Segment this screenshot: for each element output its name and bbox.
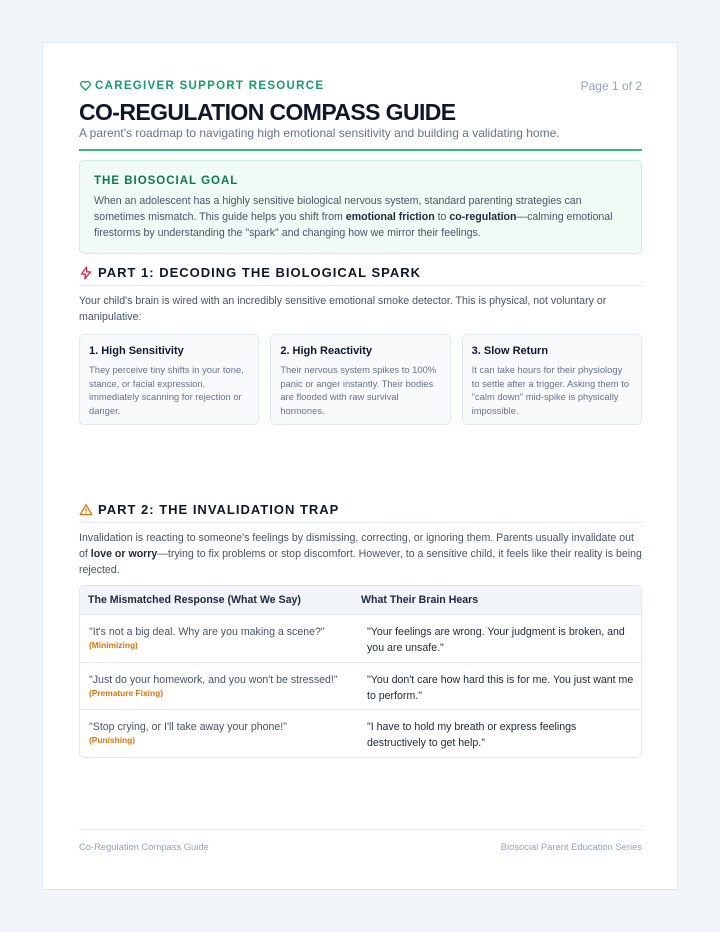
card-text: It can take hours for their physiology to settle after a trigger. Asking them to "calm down" mid-spike is physically impossible. [471,364,630,416]
goal-callout [79,160,642,254]
heart-icon [79,79,92,92]
goal-text [94,193,627,241]
page-number: Page 1 of 2 [580,79,642,93]
part2-intro [79,530,642,578]
page-title: CO-REGULATION COMPASS GUIDE [79,99,456,125]
footer-title: Co-Regulation Compass Guide [79,841,209,852]
column-header-say: The Mismatched Response (What We Say) [88,594,301,606]
part1-title: PART 1: DECODING THE BIOLOGICAL SPARK [98,265,422,280]
invalidation-table [79,585,642,758]
goal-title: THE BIOSOCIAL GOAL [94,175,239,187]
part2-heading [79,502,642,517]
spark-cards [79,334,642,425]
title-divider [79,149,642,151]
kicker [79,79,324,92]
part2-divider [79,522,642,523]
card-text: They perceive tiny shifts in your tone, stance, or facial expression, immediately scanning for rejection or danger. [89,364,244,416]
cell-say [89,720,349,746]
card-high-sensitivity [79,334,259,425]
header-row [79,79,642,95]
table-row [80,663,641,711]
goal-text-part: to [434,211,450,223]
warning-triangle-icon [79,503,93,517]
say-text: "Stop crying, or I'll take away your phone!" [89,721,287,733]
lightning-icon [79,266,93,280]
part2-intro-text: —trying to fix problems or stop discomfort. However, to a sensitive child, it feels like their reality is being rejected. [79,548,642,576]
card-high-reactivity [270,334,450,425]
table-header [80,586,641,615]
part2-title: PART 2: THE INVALIDATION TRAP [98,502,340,517]
part1-divider [79,285,642,286]
table-row [80,710,641,758]
goal-text-part: When an adolescent has a highly sensitive biological nervous system, standard parenting strategies can sometimes mismatch. This guide helps you shift from [94,195,582,223]
table-row [80,615,641,663]
say-text: "It's not a big deal. Why are you making a scene?" [89,626,325,638]
response-tag: (Punishing) [89,735,136,745]
say-text: "Just do your homework, and you won't be stressed!" [89,673,338,686]
goal-bold-emotional-friction: emotional friction [345,211,435,223]
page-subtitle: A parent's roadmap to navigating high emotional sensitivity and building a validating home. [79,126,560,140]
cell-hears: "Your feelings are wrong. Your judgment is broken, and you are unsafe." [367,626,625,654]
card-text: Their nervous system spikes to 100% panic or anger instantly. Their bodies are flooded with raw survival hormones. [280,364,437,416]
footer-series: Biosocial Parent Education Series [500,841,642,852]
cell-say [89,625,349,651]
cell-hears: "I have to hold my breath or express feelings destructively to get help." [367,721,577,749]
column-header-hears: What Their Brain Hears [361,594,479,606]
document-page [42,42,678,890]
card-title: 2. High Reactivity [280,345,373,357]
part2-intro-bold: love or worry [90,548,158,560]
part2-intro-text: Invalidation is reacting to someone's feelings by dismissing, correcting, or ignoring them. Parents usually invalidate out of [79,532,634,560]
footer-divider [79,829,642,830]
goal-bold-co-regulation: co-regulation [449,211,517,223]
cell-say [89,673,349,699]
goal-text-part: —calming emotional firestorms by understanding the "spark" and changing how we mirror their feelings. [94,211,613,239]
card-slow-return [462,334,642,425]
card-title: 3. Slow Return [471,345,549,357]
kicker-text: CAREGIVER SUPPORT RESOURCE [95,79,325,92]
part1-intro: Your child's brain is wired with an incredibly sensitive emotional smoke detector. This is physical, not voluntary or manipulative: [79,295,607,323]
card-title: 1. High Sensitivity [89,345,184,357]
part1-heading [79,265,642,280]
response-tag: (Premature Fixing) [89,687,163,698]
response-tag: (Minimizing) [89,640,138,650]
cell-hears: "You don't care how hard this is for me. You just want me to perform." [367,673,634,702]
